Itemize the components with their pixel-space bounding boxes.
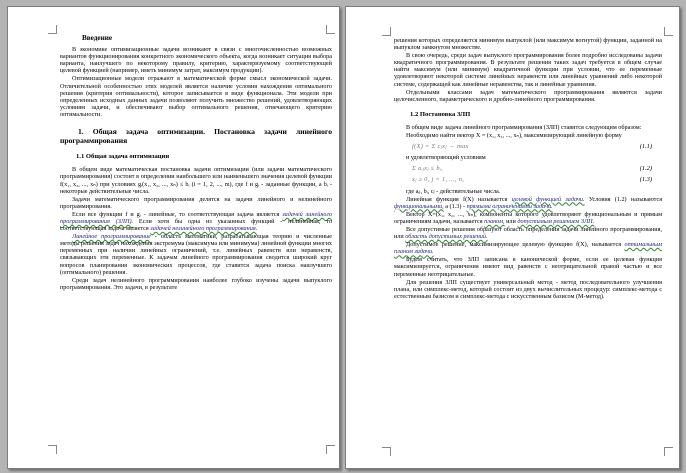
text-run: Линейная функция f(X) называется bbox=[406, 195, 508, 203]
paragraph: В экономике оптимизационные задачи возникают в связи с многочисленностью возможных вариантов функционирования конкретного экономического объекта, когда возникает ситуация выбора варианта, наилучшего по некоторому правилу, критерию, характеризуемому соответствующей целевой функцией (например, иметь минимум затрат, максимум продукции). bbox=[60, 46, 332, 75]
text-run: - область математики, разрабатывающая теорию и численные методы решения задач нахождения экстремума (максимума или минимума) линейной функции многих переменных при наличии линейных ограничений, т.е. линейных равенств или неравенств, связывающих эти переменные. К задачам линейного программирования сводится широкий круг вопросов планирования экономических процессов, где ставится задача поиска наилучшего (оптимального) решения. bbox=[60, 233, 333, 276]
margin-mark-bottom-right bbox=[664, 447, 673, 456]
text-run: Допустимое решение, максимизирующее целевую функцию f(X), называется bbox=[406, 241, 622, 249]
paragraph bbox=[60, 233, 332, 276]
text-run: Все допустимые решения образуют область определения задачи линейного программирования, или bbox=[394, 225, 662, 241]
text-run: или bbox=[506, 217, 516, 225]
defined-term: прямыми ограничениями задачи. bbox=[466, 202, 553, 210]
paragraph: где aᵢⱼ, bᵢ, cⱼ - действительные числа. bbox=[406, 187, 501, 195]
defined-term: Линейное программирование bbox=[72, 233, 151, 241]
equation-number: (1.3) bbox=[639, 176, 652, 184]
paragraph: В свою очередь, среди задач выпуклого программирования более подробно исследованы задачи квадратичного программирования. В результате решения таких задач требуется в общем случае найти максимум (или минимум) квадратичной функции при условии, что ее переменные удовлетворяют некоторой системе линейных неравенств или линейных уравнений либо некоторой системе, содержащей как линейные неравенства, так и линейные уравнения. bbox=[394, 52, 662, 88]
equation-number: (1.2) bbox=[639, 165, 652, 173]
document-page-2 bbox=[345, 6, 680, 469]
defined-term: область допустимых решений. bbox=[405, 233, 488, 241]
subsection-heading: 1.1 Общая задача оптимизации bbox=[76, 153, 170, 161]
margin-mark-top-right bbox=[664, 27, 673, 36]
text-run: а (1.3) - bbox=[445, 202, 466, 210]
margin-mark-top-left bbox=[48, 25, 57, 34]
paragraph: Отдельными классами задач математического программирования являются задачи целочисленного, параметрического и дробно-линейного программирования. bbox=[394, 88, 662, 103]
text-run: Если все функции f и gᵢ - линейные, то соответствующая задача является bbox=[72, 210, 280, 218]
subsection-heading: 1.2 Постановка ЗЛП bbox=[410, 110, 471, 118]
defined-term: допустимым решением ЗЛП. bbox=[517, 217, 595, 225]
paragraph: Оптимизационные модели отражают в математической форме смысл экономической задачи. Отличительной особенностью этих моделей является наличие условия нахождения оптимального решения (критерия оптимальности), которое записывается в виде функционала. Эти модели при определенных исходных данных задачи позволяют получить множество решений, удовлетворяющих условиям задачи, и обеспечивают выбор оптимального решения, отвечающего критерию оптимальности. bbox=[60, 75, 332, 118]
page-2-text[interactable] bbox=[394, 37, 662, 301]
equation-body: Σ aᵢⱼxⱼ ≤ bᵢ, bbox=[412, 165, 444, 173]
equation-1-3 bbox=[412, 176, 662, 183]
text-run: Если хотя бы одна из указанных функций - нелинейная, то соответствующая задача является bbox=[60, 217, 333, 233]
paragraph bbox=[394, 196, 662, 210]
margin-mark-bottom-left bbox=[382, 447, 391, 456]
document-page-1 bbox=[7, 6, 340, 469]
paragraph: и удовлетворяющий условиям bbox=[406, 154, 486, 162]
paragraph: Среди задач нелинейного программирования наиболее глубоко изучены задачи выпуклого программирования. Это задачи, в результате bbox=[60, 276, 332, 291]
text-run: Вектор X=(x₁, x₂, ..., xₙ), компоненты которого удовлетворяют функциональным и прямым ограничениям задачи, называется bbox=[394, 210, 662, 225]
paragraph: Для решения ЗЛП существует универсальный метод - метод последовательного улучшения плана, или симплекс-метод, который состоит из двух вычислительных процедур: симплекс-метода с естественным базисом и симплекс-метода с искусственным базисом (М-метод). bbox=[394, 278, 662, 300]
equation-1-2 bbox=[412, 165, 662, 172]
equation-number: (1.1) bbox=[639, 143, 652, 151]
paragraph bbox=[60, 211, 332, 232]
paragraph: В общем виде задача линейного программирования (ЗЛП) ставится следующим образом: bbox=[406, 123, 642, 131]
page-1-text[interactable] bbox=[60, 35, 332, 292]
paragraph: решения которых определяется минимум выпуклой (или максимум вогнутой) функции, заданной на выпуклом замкнутом множестве. bbox=[394, 37, 662, 52]
paragraph bbox=[394, 241, 662, 255]
intro-heading: Введение bbox=[82, 34, 113, 42]
margin-mark-bottom-left bbox=[48, 445, 57, 454]
paragraph: Задачи математического программирования делятся на задачи линейного и нелинейного программирования. bbox=[60, 195, 332, 210]
equation-body: xⱼ ≥ 0, j = 1, ..., n, bbox=[412, 176, 465, 184]
paragraph bbox=[394, 211, 662, 225]
paragraph: Необходимо найти вектор X = (x₁, x₂, ..., xₙ), максимизирующий линейную форму bbox=[406, 132, 622, 140]
margin-mark-top-right bbox=[326, 25, 335, 34]
paragraph: Будем считать, что ЗЛП записана в канонической форме, если ее целевая функция максимизируется, ограничения имеют вид равенств с неотрицательной правой частью и все переменные неотрицательные. bbox=[394, 256, 662, 278]
defined-term: функциональными, bbox=[394, 202, 444, 210]
defined-term: задачей линейного программирования (ЗЛП). bbox=[60, 210, 332, 225]
equation-1-1 bbox=[412, 143, 662, 150]
defined-term: целевой функцией задачи. bbox=[511, 195, 585, 203]
defined-term: планом, bbox=[484, 217, 505, 225]
margin-mark-bottom-right bbox=[326, 445, 335, 454]
paragraph bbox=[394, 226, 662, 240]
margin-mark-top-left bbox=[382, 27, 391, 36]
text-run: Условия (1.2) называются bbox=[588, 195, 663, 203]
paragraph: В общем виде математическая постановка задачи оптимизации (или задачи математического программирования) состоит в определении наибольшего или наименьшего значения целевой функции f(x₁, x₂, ..., xₙ) при условиях gᵢ(x₁, x₂, ..., xₙ) ≤ bᵢ (i = 1, 2, ..., m), где f и gᵢ - заданные функции, а bᵢ - некоторые действительные числа. bbox=[60, 166, 332, 195]
section-heading: 1. Общая задача оптимизации. Постановка задачи линейного программирования bbox=[60, 127, 332, 145]
defined-term: оптимальным планом задачи. bbox=[394, 241, 663, 256]
defined-term: задачей нелинейного программирования. bbox=[150, 225, 258, 233]
equation-body: f(X) = Σ cⱼxⱼ → max bbox=[412, 143, 469, 151]
